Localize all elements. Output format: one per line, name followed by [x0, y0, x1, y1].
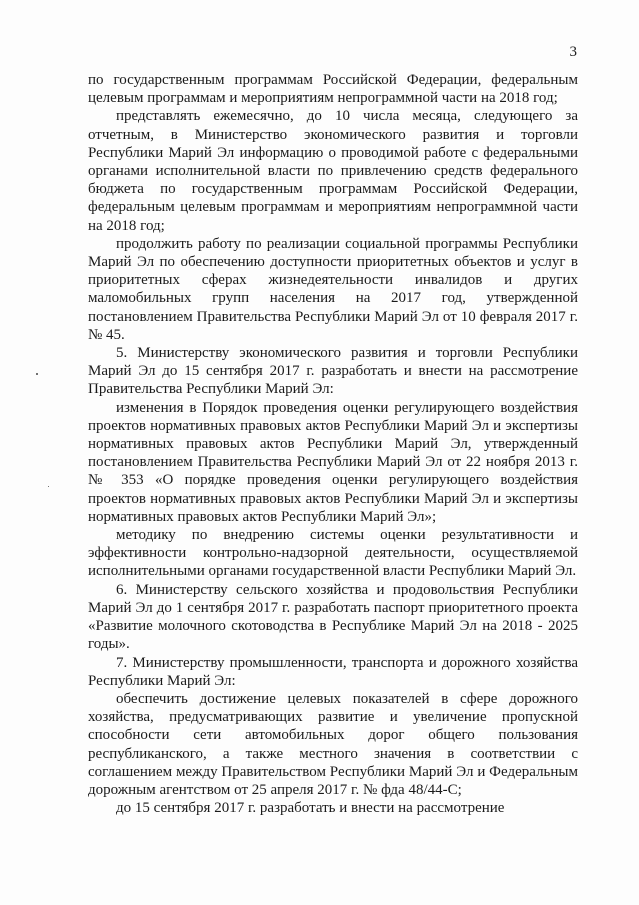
- paragraph: методику по внедрению системы оценки результативности и эффективности контрольно-надзорной деятельности, осуществляемой исполнительными органами государственной власти Республики Марий Эл.: [88, 527, 578, 580]
- paragraph: до 15 сентября 2017 г. разработать и внести на рассмотрение: [116, 800, 505, 817]
- paragraph: продолжить работу по реализации социальной программы Республики Марий Эл по обеспечению доступности приоритетных объектов и услуг в приоритетных сферах жизнедеятельности инвалидов и других маломобильных групп населения на 2017 год, утвержденной постановлением Правительства Республики Марий Эл от 10 февраля 2017 г. № 45.: [88, 235, 578, 343]
- scan-speck: [48, 486, 49, 487]
- paragraph: изменения в Порядок проведения оценки регулирующего воздействия проектов нормативных правовых актов Республики Марий Эл и экспертизы нормативных правовых актов Республики Марий Эл, утвержденный постановлением Правительства Республики Марий Эл от 22 ноября 2013 г. № 353 «О порядке проведения оценки регулирующего воздействия проектов нормативных правовых актов Республики Марий Эл и экспертизы нормативных правовых актов Республики Марий Эл»;: [88, 399, 578, 525]
- paragraph: по государственным программам Российской Федерации, федеральным целевым программам и мероприятиям непрограммной части на 2018 год;: [88, 72, 578, 107]
- paragraph: 7. Министерству промышленности, транспорта и дорожного хозяйства Республики Марий Эл:: [88, 654, 578, 689]
- paragraph: 6. Министерству сельского хозяйства и продовольствия Республики Марий Эл до 1 сентября 2017 г. разработать паспорт приоритетного проекта «Развитие молочного скотоводства в Республике Марий Эл на 2018 - 2025 годы».: [88, 581, 578, 653]
- paragraph: 5. Министерству экономического развития и торговли Республики Марий Эл до 15 сентября 2017 г. разработать и внести на рассмотрение Правительства Республики Марий Эл:: [88, 345, 578, 398]
- page-number: 3: [569, 44, 577, 60]
- paragraph: обеспечить достижение целевых показателей в сфере дорожного хозяйства, предусматривающих развитие и увеличение пропускной способности сети автомобильных дорог общего пользования республиканского, а также местного значения в соответствии с соглашением между Правительством Республики Марий Эл и Федеральным дорожным агентством от 25 апреля 2017 г. № фда 48/44-С;: [88, 690, 578, 798]
- scan-speck: [36, 373, 38, 375]
- document-body: [88, 71, 578, 817]
- paragraph: представлять ежемесячно, до 10 числа месяца, следующего за отчетным, в Министерство экономического развития и торговли Республики Марий Эл информацию о проводимой работе с федеральными органами исполнительной власти по привлечению средств федерального бюджета по государственным программам Российской Федерации, федеральным целевым программам и мероприятиям непрограммной части на 2018 год;: [88, 108, 578, 234]
